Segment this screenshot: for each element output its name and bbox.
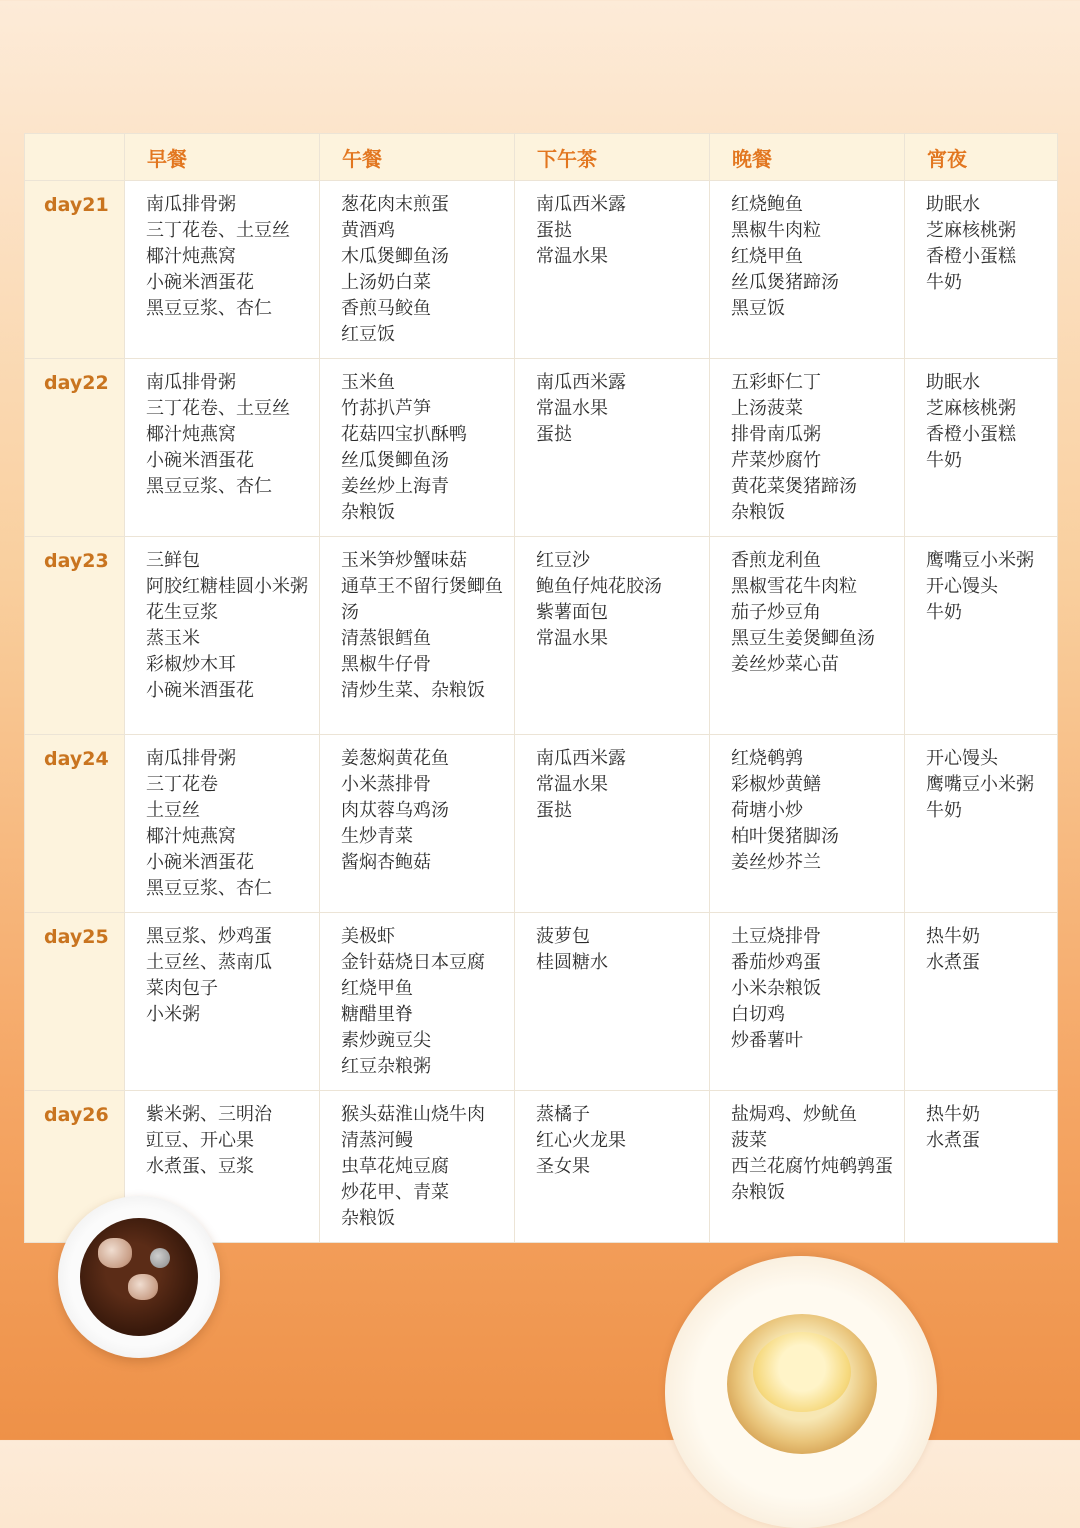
afternoon-tea-menu-list — [536, 548, 705, 652]
soup-meat — [128, 1274, 158, 1300]
menu-item: 圣女果 — [536, 1156, 590, 1177]
late-night-cell — [905, 735, 1058, 913]
menu-item: 鲍鱼仔炖花胶汤 — [536, 576, 662, 597]
lunch-menu-list — [341, 192, 510, 348]
menu-item: 土豆丝 — [146, 800, 200, 821]
menu-item: 小碗米酒蛋花 — [146, 450, 254, 471]
menu-item: 南瓜西米露 — [536, 748, 626, 769]
menu-item: 牛奶 — [926, 602, 962, 623]
lunch-menu-list — [341, 370, 510, 526]
table-row — [25, 181, 1058, 359]
menu-item: 三丁花卷 — [146, 774, 218, 795]
menu-item: 素炒豌豆尖 — [341, 1030, 431, 1051]
lunch-cell — [320, 359, 515, 537]
afternoon-tea-menu-list — [536, 924, 705, 976]
menu-item: 热牛奶 — [926, 926, 980, 947]
menu-item: 蛋挞 — [536, 424, 572, 445]
breakfast-menu-list — [146, 370, 315, 500]
menu-item: 紫薯面包 — [536, 602, 608, 623]
dinner-menu-list — [731, 924, 900, 1054]
afternoon-tea-cell — [515, 735, 710, 913]
menu-item: 小碗米酒蛋花 — [146, 680, 254, 701]
menu-item: 牛奶 — [926, 272, 962, 293]
menu-item: 美极虾 — [341, 926, 395, 947]
menu-item: 鹰嘴豆小米粥 — [926, 550, 1034, 571]
menu-item: 彩椒炒黄鳝 — [731, 774, 821, 795]
menu-item: 通草王不留行煲鲫鱼汤 — [341, 576, 503, 623]
menu-item: 香煎龙利鱼 — [731, 550, 821, 571]
late-night-cell — [905, 913, 1058, 1091]
table-row — [25, 735, 1058, 913]
menu-item: 水煮蛋 — [926, 952, 980, 973]
dinner-menu-list — [731, 548, 900, 678]
menu-item: 芝麻核桃粥 — [926, 220, 1016, 241]
day-label: day21 — [25, 181, 125, 359]
breakfast-menu-list — [146, 924, 315, 1028]
menu-item: 黑豆豆浆、杏仁 — [146, 476, 272, 497]
menu-item: 上汤菠菜 — [731, 398, 803, 419]
menu-item: 南瓜西米露 — [536, 372, 626, 393]
menu-item: 黑豆豆浆、杏仁 — [146, 298, 272, 319]
menu-item: 酱焖杏鲍菇 — [341, 852, 431, 873]
menu-item: 红烧甲鱼 — [341, 978, 413, 999]
menu-item: 上汤奶白菜 — [341, 272, 431, 293]
day-label: day23 — [25, 537, 125, 735]
breakfast-menu-list — [146, 1102, 315, 1180]
menu-item: 热牛奶 — [926, 1104, 980, 1125]
afternoon-tea-menu-list — [536, 746, 705, 824]
lunch-menu-list — [341, 924, 510, 1080]
dinner-cell — [710, 913, 905, 1091]
header-row — [25, 134, 1058, 181]
menu-item: 常温水果 — [536, 628, 608, 649]
menu-item: 杂粮饭 — [731, 1182, 785, 1203]
menu-item: 蛋挞 — [536, 220, 572, 241]
menu-item: 南瓜排骨粥 — [146, 748, 236, 769]
table-row — [25, 359, 1058, 537]
menu-item: 红烧鹌鹑 — [731, 748, 803, 769]
menu-item: 桂圆糖水 — [536, 952, 608, 973]
late-night-cell — [905, 537, 1058, 735]
menu-item: 芝麻核桃粥 — [926, 398, 1016, 419]
soup-bowl-image — [58, 1196, 220, 1358]
menu-item: 菜肉包子 — [146, 978, 218, 999]
menu-item: 花菇四宝扒酥鸭 — [341, 424, 467, 445]
menu-item: 开心馒头 — [926, 748, 998, 769]
dinner-cell — [710, 1091, 905, 1243]
menu-item: 常温水果 — [536, 398, 608, 419]
menu-item: 蒸玉米 — [146, 628, 200, 649]
menu-item: 柏叶煲猪脚汤 — [731, 826, 839, 847]
lunch-menu-list — [341, 548, 510, 704]
menu-item: 猴头菇淮山烧牛肉 — [341, 1104, 485, 1125]
menu-item: 常温水果 — [536, 246, 608, 267]
menu-item: 糖醋里脊 — [341, 1004, 413, 1025]
menu-item: 姜葱焖黄花鱼 — [341, 748, 449, 769]
breakfast-menu-list — [146, 548, 315, 704]
lunch-cell — [320, 181, 515, 359]
late-night-menu-list — [926, 1102, 1053, 1154]
menu-item: 椰汁炖燕窝 — [146, 826, 236, 847]
soup-meat — [98, 1238, 132, 1268]
late-night-menu-list — [926, 192, 1053, 296]
menu-item: 香橙小蛋糕 — [926, 246, 1016, 267]
menu-item: 玉米笋炒蟹味菇 — [341, 550, 467, 571]
late-night-cell — [905, 1091, 1058, 1243]
late-night-menu-list — [926, 370, 1053, 474]
menu-item: 小碗米酒蛋花 — [146, 272, 254, 293]
menu-item: 姜丝炒上海青 — [341, 476, 449, 497]
menu-item: 牛奶 — [926, 450, 962, 471]
breakfast-menu-list — [146, 746, 315, 902]
menu-item: 黑椒牛肉粒 — [731, 220, 821, 241]
menu-item: 杂粮饭 — [341, 502, 395, 523]
dinner-cell — [710, 537, 905, 735]
menu-item: 黄花菜煲猪蹄汤 — [731, 476, 857, 497]
menu-item: 黑豆豆浆、杏仁 — [146, 878, 272, 899]
menu-item: 菠菜 — [731, 1130, 767, 1151]
menu-item: 椰汁炖燕窝 — [146, 424, 236, 445]
afternoon-tea-cell — [515, 181, 710, 359]
afternoon-tea-menu-list — [536, 370, 705, 448]
menu-item: 虫草花炖豆腐 — [341, 1156, 449, 1177]
menu-item: 水煮蛋、豆浆 — [146, 1156, 254, 1177]
menu-item: 黄酒鸡 — [341, 220, 395, 241]
menu-item: 杂粮饭 — [341, 1208, 395, 1229]
menu-item: 清蒸河鳗 — [341, 1130, 413, 1151]
menu-item: 姜丝炒菜心苗 — [731, 654, 839, 675]
dinner-cell — [710, 181, 905, 359]
menu-item: 助眠水 — [926, 372, 980, 393]
afternoon-tea-cell — [515, 359, 710, 537]
menu-item: 芹菜炒腐竹 — [731, 450, 821, 471]
soup-ingredient — [150, 1248, 170, 1268]
menu-item: 红烧鲍鱼 — [731, 194, 803, 215]
menu-item: 竹荪扒芦笋 — [341, 398, 431, 419]
header-breakfast: 早餐 — [125, 134, 320, 181]
menu-item: 小米粥 — [146, 1004, 200, 1025]
breakfast-menu-list — [146, 192, 315, 322]
menu-item: 香煎马鲛鱼 — [341, 298, 431, 319]
late-night-cell — [905, 359, 1058, 537]
menu-item: 开心馒头 — [926, 576, 998, 597]
afternoon-tea-menu-list — [536, 1102, 705, 1180]
menu-item: 葱花肉末煎蛋 — [341, 194, 449, 215]
lunch-cell — [320, 913, 515, 1091]
menu-item: 蛋挞 — [536, 800, 572, 821]
menu-item: 排骨南瓜粥 — [731, 424, 821, 445]
menu-item: 红豆饭 — [341, 324, 395, 345]
menu-item: 土豆丝、蒸南瓜 — [146, 952, 272, 973]
menu-item: 西兰花腐竹炖鹌鹑蛋 — [731, 1156, 893, 1177]
menu-item: 荷塘小炒 — [731, 800, 803, 821]
breakfast-cell — [125, 913, 320, 1091]
egg-tart-image — [665, 1256, 937, 1528]
lunch-menu-list — [341, 746, 510, 876]
meal-plan-table — [24, 133, 1058, 1243]
dinner-menu-list — [731, 1102, 900, 1206]
header-late-night: 宵夜 — [905, 134, 1058, 181]
menu-item: 三鲜包 — [146, 550, 200, 571]
menu-item: 豇豆、开心果 — [146, 1130, 254, 1151]
menu-item: 杂粮饭 — [731, 502, 785, 523]
menu-item: 南瓜排骨粥 — [146, 194, 236, 215]
menu-item: 椰汁炖燕窝 — [146, 246, 236, 267]
header-afternoon-tea: 下午茶 — [515, 134, 710, 181]
late-night-cell — [905, 181, 1058, 359]
menu-item: 水煮蛋 — [926, 1130, 980, 1151]
menu-item: 红豆杂粮粥 — [341, 1056, 431, 1077]
header-dinner: 晚餐 — [710, 134, 905, 181]
menu-item: 鹰嘴豆小米粥 — [926, 774, 1034, 795]
tart-custard — [753, 1332, 851, 1412]
lunch-cell — [320, 735, 515, 913]
day-label: day22 — [25, 359, 125, 537]
header-lunch: 午餐 — [320, 134, 515, 181]
late-night-menu-list — [926, 548, 1053, 626]
breakfast-cell — [125, 181, 320, 359]
menu-item: 炒花甲、青菜 — [341, 1182, 449, 1203]
menu-item: 金针菇烧日本豆腐 — [341, 952, 485, 973]
afternoon-tea-cell — [515, 1091, 710, 1243]
breakfast-cell — [125, 359, 320, 537]
menu-item: 红烧甲鱼 — [731, 246, 803, 267]
table-row — [25, 913, 1058, 1091]
lunch-cell — [320, 537, 515, 735]
day-label: day25 — [25, 913, 125, 1091]
late-night-menu-list — [926, 924, 1053, 976]
afternoon-tea-cell — [515, 537, 710, 735]
afternoon-tea-cell — [515, 913, 710, 1091]
menu-item: 小米杂粮饭 — [731, 978, 821, 999]
menu-item: 三丁花卷、土豆丝 — [146, 398, 290, 419]
breakfast-cell — [125, 537, 320, 735]
menu-item: 黑豆饭 — [731, 298, 785, 319]
menu-item: 紫米粥、三明治 — [146, 1104, 272, 1125]
menu-item: 阿胶红糖桂圆小米粥 — [146, 576, 308, 597]
menu-item: 牛奶 — [926, 800, 962, 821]
dinner-menu-list — [731, 192, 900, 322]
menu-item: 丝瓜煲猪蹄汤 — [731, 272, 839, 293]
menu-item: 三丁花卷、土豆丝 — [146, 220, 290, 241]
menu-item: 盐焗鸡、炒鱿鱼 — [731, 1104, 857, 1125]
menu-item: 黑椒雪花牛肉粒 — [731, 576, 857, 597]
lunch-cell — [320, 1091, 515, 1243]
menu-item: 清炒生菜、杂粮饭 — [341, 680, 485, 701]
dinner-menu-list — [731, 746, 900, 876]
dinner-menu-list — [731, 370, 900, 526]
dinner-cell — [710, 359, 905, 537]
dinner-cell — [710, 735, 905, 913]
menu-item: 黑椒牛仔骨 — [341, 654, 431, 675]
menu-item: 白切鸡 — [731, 1004, 785, 1025]
menu-item: 姜丝炒芥兰 — [731, 852, 821, 873]
table-row — [25, 537, 1058, 735]
menu-item: 番茄炒鸡蛋 — [731, 952, 821, 973]
menu-item: 小米蒸排骨 — [341, 774, 431, 795]
menu-item: 红豆沙 — [536, 550, 590, 571]
day-label: day26 — [25, 1091, 125, 1243]
menu-item: 木瓜煲鲫鱼汤 — [341, 246, 449, 267]
menu-item: 南瓜排骨粥 — [146, 372, 236, 393]
menu-item: 红心火龙果 — [536, 1130, 626, 1151]
menu-item: 玉米鱼 — [341, 372, 395, 393]
menu-item: 生炒青菜 — [341, 826, 413, 847]
menu-item: 五彩虾仁丁 — [731, 372, 821, 393]
menu-item: 黑豆浆、炒鸡蛋 — [146, 926, 272, 947]
lunch-menu-list — [341, 1102, 510, 1232]
menu-item: 彩椒炒木耳 — [146, 654, 236, 675]
menu-item: 肉苁蓉乌鸡汤 — [341, 800, 449, 821]
day-label: day24 — [25, 735, 125, 913]
menu-item: 黑豆生姜煲鲫鱼汤 — [731, 628, 875, 649]
menu-item: 南瓜西米露 — [536, 194, 626, 215]
breakfast-cell — [125, 735, 320, 913]
menu-item: 花生豆浆 — [146, 602, 218, 623]
menu-item: 菠萝包 — [536, 926, 590, 947]
corner-cell — [25, 134, 125, 181]
menu-item: 蒸橘子 — [536, 1104, 590, 1125]
menu-item: 炒番薯叶 — [731, 1030, 803, 1051]
menu-item: 丝瓜煲鲫鱼汤 — [341, 450, 449, 471]
menu-item: 土豆烧排骨 — [731, 926, 821, 947]
menu-item: 助眠水 — [926, 194, 980, 215]
late-night-menu-list — [926, 746, 1053, 824]
menu-item: 常温水果 — [536, 774, 608, 795]
menu-item: 茄子炒豆角 — [731, 602, 821, 623]
menu-item: 清蒸银鳕鱼 — [341, 628, 431, 649]
afternoon-tea-menu-list — [536, 192, 705, 270]
menu-item: 小碗米酒蛋花 — [146, 852, 254, 873]
menu-item: 香橙小蛋糕 — [926, 424, 1016, 445]
